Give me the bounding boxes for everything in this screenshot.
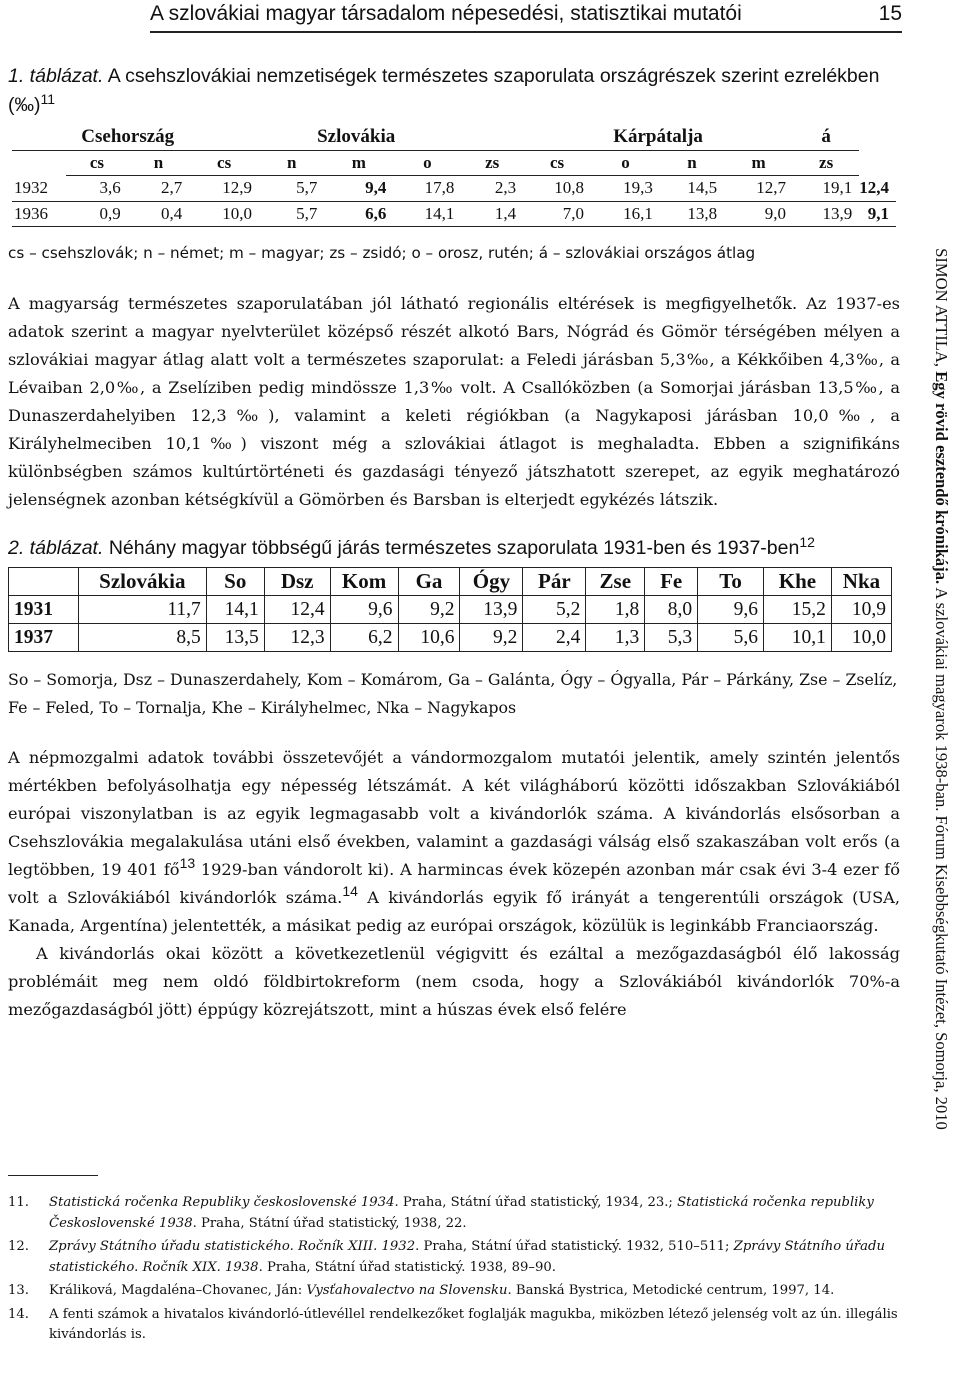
table2-cell: 8,0 [645,596,698,624]
table1-subheader-row [12,150,896,176]
table1-subheader: o [393,150,461,176]
table2-cell: 5,2 [523,596,586,624]
footnote-ref-14[interactable]: 14 [342,883,358,899]
table2-caption [8,534,900,563]
vertical-citation-sidebar [922,0,960,1379]
table1-cell: 1,4 [461,201,523,227]
table2-header: Khe [764,568,832,596]
table2-header: Dsz [264,568,330,596]
table1-cell: 10,0 [189,201,259,227]
footnote-part: Zprávy Státního úřadu statistického. Ročník XIII. 1932 [49,1239,416,1254]
footnote-part: . Praha, Státní úřad statistický, 1938, 22. [192,1215,467,1231]
paragraph-text: A kivándorlás egyik fő irányát a tengerentúli országok (USA, Kanada, Argentína) jelentették, a másikat pedig az európai országok, közülük is leginkább Franciaország. [8,888,900,935]
table1-cell: 5,7 [259,201,324,227]
table1-subheader: m [324,150,393,176]
table1-cell: 9,0 [724,201,793,227]
table2-header: Ógy [460,568,523,596]
table1-cell: 16,1 [591,201,660,227]
paragraph [8,744,900,940]
table1-subheader: cs [523,150,591,176]
table1-cell: 0,4 [128,201,190,227]
table1-corner [859,150,896,176]
table1-cell: 7,0 [523,201,591,227]
table1-cell: 14,5 [687,178,718,198]
paragraph: A kivándorlás okai között a következetlenül végigvitt és ezáltal a mezőgazdaságból élő lakosság problémáit meg nem oldó földbirtokreform (nem csoda, hogy a Szlovákiából kivándorlók 70%-a mezőgazdaságból jött) éppúgy közrejátszott, mint a húszas évek első felére [8,944,900,1019]
table1-group-header: á [793,125,859,150]
table1-cell: 3,6 [99,178,121,198]
table2-cell: 10,0 [831,624,891,652]
paragraph-text: 1929-ban vándorolt ki). A harmincas évek közepén azonban már csak évi 3-4 ezer fő volt a Szlovákiából kivándorlók száma. [8,860,900,907]
table2-cell: 15,2 [764,596,832,624]
table1-cell: 10,8 [554,178,585,198]
footnote-number: 13. [8,1283,29,1298]
table2-header: Ga [398,568,460,596]
footnote-text [49,1281,900,1302]
footnotes [8,1193,900,1349]
table1-label: 1. táblázat. [8,65,104,87]
table1-caption [8,62,900,120]
footnote-ref-13[interactable]: 13 [179,855,196,871]
table2 [8,567,892,652]
table2-cell: 12,4 [264,596,330,624]
table2-cell: 13,9 [460,596,523,624]
header-title: A szlovákiai magyar társadalom népesedési, statisztikai mutatói [150,2,742,25]
footnote-separator [8,1175,98,1176]
sidebar-book-title: Egy rövid esztendő krónikája. [932,371,951,585]
table1-cell: 13,9 [793,201,859,227]
table2-cell: 10,1 [764,624,832,652]
table1-cell: 13,8 [660,201,724,227]
table1-group-header: Kárpátalja [523,125,793,150]
footnote [8,1193,900,1234]
table1-subheader: n [128,150,190,176]
table2-year-cell: 1937 [9,624,79,652]
page-number: 15 [878,2,902,25]
table1-group-header: Szlovákia [189,125,523,150]
table2-legend: So – Somorja, Dsz – Dunaszerdahely, Kom – Komárom, Ga – Galánta, Ógy – Ógyalla, Pár – Párkány, Zse – Zselíz, Fe – Feled, To – Tornalja, Khe – Királyhelmec, Nka – Nagykapos [8,670,898,717]
table1-subheader: cs [66,150,128,176]
table1-cell: 12,9 [222,178,253,198]
table1-cell: 6,6 [324,201,393,227]
main-content [8,62,900,1024]
running-header [150,2,902,33]
table1-cell: 12,7 [756,178,787,198]
footnote-text [49,1193,900,1234]
sidebar-citation [931,248,951,1130]
table2-cell: 9,6 [698,596,764,624]
paragraph-text: A népmozgalmi adatok további összetevőjét a vándormozgalom mutatói jelentik, amely szintén jelentős mértékben befolyásolhatja egy népesség létszámát. A két világháború közötti időszakban Szlovákiából európai viszonylatban is az egyik legmagasabb volt a kivándorlók száma. A kivándorlás elsősorban a Csehszlovákia megalakulása utáni első években, valamint a gazdasági válság első szakaszában volt erős (a legtöbben, 19 401 fő [8,748,900,879]
footnote-part: . Praha, Státní úřad statistický, 1934, 23.; [394,1195,678,1210]
table2-label: 2. táblázat. [8,537,104,559]
footnote-part: Statistická ročenka republiky Československé 1938 [49,1195,874,1231]
table1-group-header: Csehország [66,125,189,150]
table2-cell: 10,9 [831,596,891,624]
footnote-ref-12[interactable]: 12 [799,534,815,550]
table2-cell: 9,2 [460,624,523,652]
footnote-number: 14. [8,1306,29,1322]
table2-year-cell: 1931 [9,596,79,624]
table1-cell: 17,8 [424,178,455,198]
table2-cell: 6,2 [330,624,398,652]
table1-avg-cell: 12,4 [859,178,889,197]
table1-cell: 14,1 [393,201,461,227]
footnote-number: 11. [8,1195,29,1210]
table2-header: Pár [523,568,586,596]
table1-cell: 19,1 [822,178,853,198]
footnote-part: . Praha, Státní úřad statistický. 1932, 510–511; [415,1239,734,1254]
table1-subheader: zs [461,150,523,176]
footnote [8,1281,900,1302]
footnote-text [49,1237,900,1278]
table2-cell: 14,1 [206,596,264,624]
table1-year-cell: 1936 [12,201,66,227]
footnote-part: . Banská Bystrica, Metodické centrum, 1997, 14. [507,1283,835,1298]
table2-cell: 5,6 [698,624,764,652]
footnote-part: . Praha, Státní úřad statistický. 1938, 89–90. [258,1259,556,1275]
table2-cell: 11,7 [78,596,206,624]
table2-row [9,596,892,624]
table2-header: Nka [831,568,891,596]
table2-cell: 12,3 [264,624,330,652]
footnote-number: 12. [8,1239,29,1254]
table1-row [12,201,896,227]
footnote-part: Statistická ročenka Republiky československé 1934 [49,1195,395,1210]
table2-cell: 1,3 [586,624,645,652]
table1-subheader: m [724,150,793,176]
table1-cell: 9,4 [365,178,387,198]
table2-cell: 10,6 [398,624,460,652]
table2-caption-text: Néhány magyar többségű járás természetes szaporulata 1931-ben és 1937-ben [103,537,800,559]
sidebar-publication: A szlovákiai magyarok 1938-ban. Fórum Kisebbségkutató Intézet, Somorja, 2010 [932,584,951,1130]
table1-cell: 2,7 [161,178,183,198]
table2-header: Zse [586,568,645,596]
table1-subheader: cs [189,150,259,176]
table1 [12,125,896,227]
table2-header: Szlovákia [78,568,206,596]
footnote [8,1237,900,1278]
paragraph: A magyarság természetes szaporulatában jól látható regionális eltérések is megfigyelhetők. Az 1937-es adatok szerint a magyar nyelvterület középső részét alkotó Bars, Nógrád és Gömör térségében mélyen a szlovákiai magyar átlag alatt volt a természetes szaporulat: a Feledi járásban 5,3‰, a Kékkőiben 4,3‰, a Lévaiban 2,0‰, a Zselíziben pedig mindössze 1,3‰ volt. A Csallóközben (a Somorjai járásban 13,5‰, a Dunaszerdahelyiben 12,3‰), valamint a keleti régiókban (a Nagykaposi járásban 10,0‰, a Királyhelmeciben 10,1‰) viszont még a szlovákiai átlagot is meghaladta. Ebben a szignifikáns különbségben számos kultúrtörténeti és gazdasági tényező játszhatott szerepet, az egyik meghatározó jelenségnek azonban kétségkívül a Gömörben és Barsban is elterjedt egykézés látszik. [8,294,900,509]
table2-header: Kom [330,568,398,596]
table1-legend: cs – csehszlovák; n – német; m – magyar; zs – zsidó; o – orosz, rutén; á – szlovákiai országos átlag [8,244,756,262]
footnote [8,1305,900,1346]
table1-cell: 5,7 [296,178,318,198]
table2-header: So [206,568,264,596]
footnote-part: Králiková, Magdaléna–Chovanec, Ján: [49,1283,307,1298]
table1-cell: 0,9 [66,201,128,227]
table2-cell: 1,8 [586,596,645,624]
table1-group-header-row [12,125,896,150]
footnote-part: Zprávy Státního úřadu statistického. Ročník XIX. 1938 [49,1239,885,1275]
table1-row [12,176,896,202]
table2-cell: 8,5 [78,624,206,652]
table1-cell: 19,3 [623,178,653,198]
table2-corner [9,568,79,596]
table1-corner [12,125,66,150]
table1-corner [12,150,66,176]
table2-cell: 9,2 [398,596,460,624]
table1-cell: 2,3 [494,178,517,198]
table1-avg-cell: 9,1 [859,201,896,227]
table2-header: Fe [645,568,698,596]
footnote-ref-11[interactable]: 11 [40,91,56,107]
footnote-part: Vysťahovalectvo na Slovensku [306,1283,508,1298]
table1-year-cell: 1932 [14,178,48,197]
footnote-text [49,1305,900,1346]
table1-subheader: o [591,150,660,176]
table2-header-row [9,568,892,596]
table2-cell: 5,3 [645,624,698,652]
table2-cell: 2,4 [523,624,586,652]
table2-cell: 9,6 [330,596,398,624]
sidebar-author: SIMON ATTILA, [932,248,951,372]
table2-cell: 13,5 [206,624,264,652]
table2-row [9,624,892,652]
table1-subheader: n [660,150,724,176]
table2-header: To [698,568,764,596]
table1-subheader: n [259,150,324,176]
table1-caption-text: A csehszlovákiai nemzetiségek természetes szaporulata országrészek szerint ezrelékben (‰) [8,65,880,116]
footnote-part: A fenti számok a hivatalos kivándorló-útlevéllel rendelkezőket foglalják magukba, miközben létező jelenség volt az ún. illegális kivándorlás is. [49,1306,898,1342]
table1-subheader: zs [793,150,859,176]
